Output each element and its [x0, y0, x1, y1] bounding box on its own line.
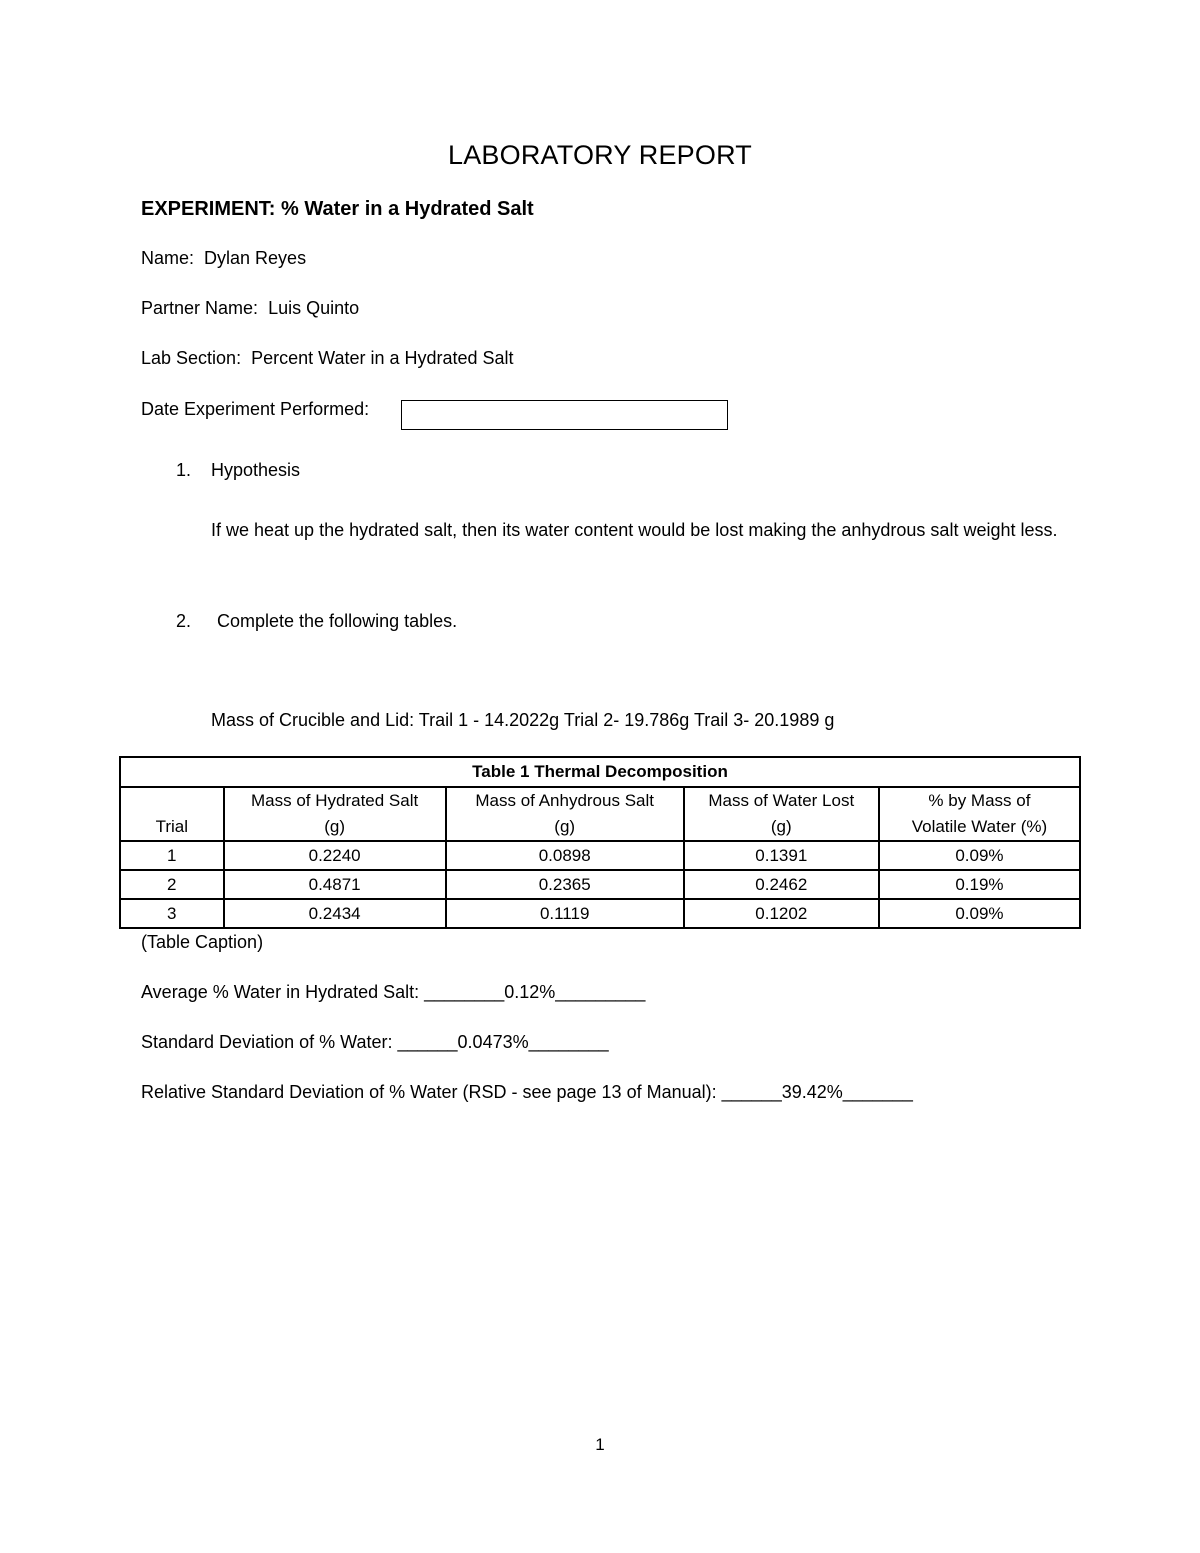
cell-anhydrous-mass: 0.0898: [446, 841, 684, 870]
cell-anhydrous-mass: 0.1119: [446, 899, 684, 928]
std-line: [141, 1032, 609, 1053]
table-footer-caption: (Table Caption): [141, 932, 264, 952]
average-line: [141, 982, 645, 1003]
rsd-line: [141, 1082, 913, 1103]
header-trial: Trial: [120, 787, 224, 841]
tables-instruction: Complete the following tables.: [217, 611, 458, 631]
date-field[interactable]: [401, 400, 728, 430]
table-row: [120, 841, 1080, 870]
header-water-lost: Mass of Water Lost (g): [684, 787, 879, 841]
header-hydrated-mass: Mass of Hydrated Salt (g): [224, 787, 446, 841]
section-label: Lab Section:: [141, 348, 242, 368]
section-line: [141, 348, 514, 369]
cell-percent-water: 0.09%: [879, 899, 1080, 928]
cell-water-lost: 0.1391: [684, 841, 879, 870]
header-anhydrous-mass: Mass of Anhydrous Salt (g): [446, 787, 684, 841]
name-line: [141, 248, 306, 269]
rsd-value: ______39.42%_______: [721, 1082, 913, 1102]
average-label: Average % Water in Hydrated Salt:: [141, 982, 420, 1002]
cell-percent-water: 0.09%: [879, 841, 1080, 870]
cell-percent-water: 0.19%: [879, 870, 1080, 899]
crucible-mass-line: Mass of Crucible and Lid: Trail 1 - 14.2022g Trial 2- 19.786g Trail 3- 20.1989 g: [211, 710, 835, 730]
cell-water-lost: 0.2462: [684, 870, 879, 899]
page-number: 1: [595, 1435, 605, 1454]
cell-hydrated-mass: 0.2434: [224, 899, 446, 928]
cell-trial: 3: [120, 899, 224, 928]
date-label: Date Experiment Performed:: [141, 399, 370, 419]
partner-line: [141, 298, 359, 319]
rsd-label: Relative Standard Deviation of % Water (RSD - see page 13 of Manual):: [141, 1082, 717, 1102]
report-title: LABORATORY REPORT: [448, 140, 752, 170]
partner-value: Luis Quinto: [268, 298, 360, 318]
cell-trial: 2: [120, 870, 224, 899]
partner-label: Partner Name:: [141, 298, 259, 318]
cell-hydrated-mass: 0.2240: [224, 841, 446, 870]
cell-hydrated-mass: 0.4871: [224, 870, 446, 899]
table-caption-row: [120, 757, 1080, 787]
std-value: ______0.0473%________: [397, 1032, 609, 1052]
section-value: Percent Water in a Hydrated Salt: [251, 348, 514, 368]
name-label: Name:: [141, 248, 195, 268]
std-label: Standard Deviation of % Water:: [141, 1032, 393, 1052]
experiment-title: EXPERIMENT: % Water in a Hydrated Salt: [141, 198, 534, 220]
table-caption: Table 1 Thermal Decomposition: [120, 757, 1080, 787]
thermal-decomposition-table: [119, 756, 1081, 929]
cell-anhydrous-mass: 0.2365: [446, 870, 684, 899]
name-value: Dylan Reyes: [204, 248, 307, 268]
item-1-number: 1.: [176, 460, 192, 480]
cell-trial: 1: [120, 841, 224, 870]
item-2-number: 2.: [176, 611, 192, 631]
cell-water-lost: 0.1202: [684, 899, 879, 928]
table-row: [120, 870, 1080, 899]
average-value: ________0.12%_________: [424, 982, 646, 1002]
header-percent-water: % by Mass of Volatile Water (%): [879, 787, 1080, 841]
table-header-row: [120, 787, 1080, 841]
table-row: [120, 899, 1080, 928]
hypothesis-text: If we heat up the hydrated salt, then its water content would be lost making the anhydrous salt weight less.: [211, 520, 1058, 540]
hypothesis-heading: Hypothesis: [211, 460, 301, 480]
